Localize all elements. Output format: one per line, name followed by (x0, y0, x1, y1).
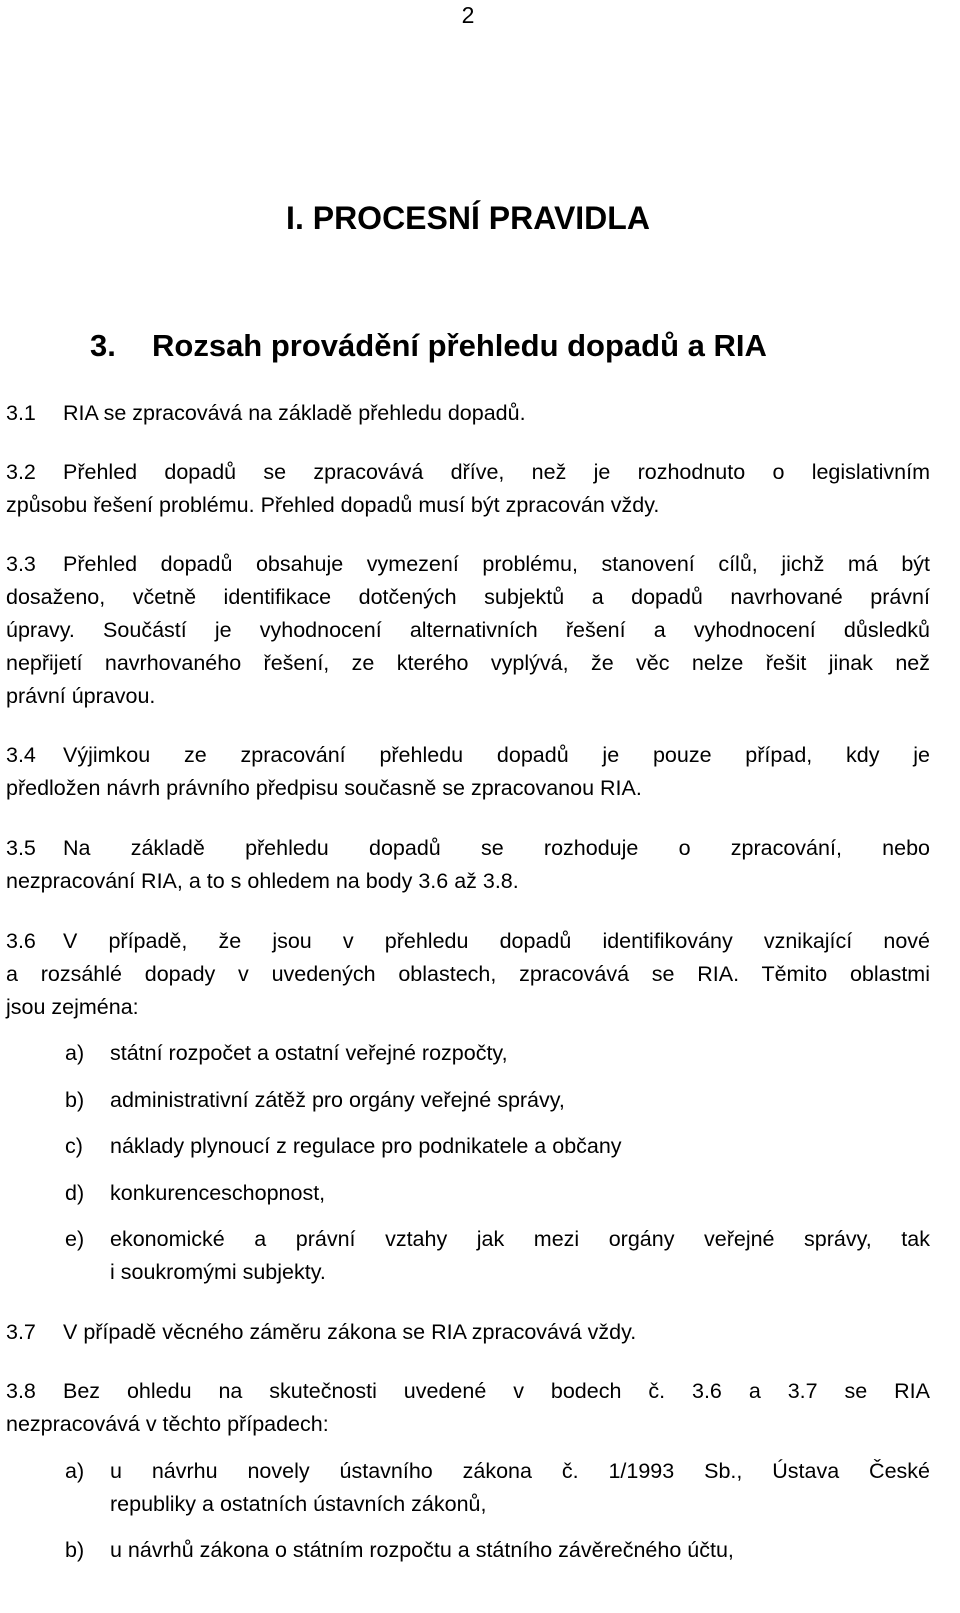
part-title: I. PROCESNÍ PRAVIDLA (286, 200, 650, 236)
paragraph-3-6-line-3: jsou zejména: (6, 995, 139, 1019)
list-item-marker: d) (65, 1181, 85, 1205)
list-item: náklady plynoucí z regulace pro podnikatele a občany (110, 1134, 622, 1158)
list-item: administrativní zátěž pro orgány veřejné správy, (110, 1088, 565, 1112)
paragraph-number: 3.2 (6, 460, 36, 484)
paragraph-3-6-line-1 (6, 925, 930, 958)
paragraph-number: 3.1 (6, 401, 36, 425)
paragraph-3-8-line-2: nezpracovává v těchto případech: (6, 1412, 329, 1436)
paragraph-3-6-line-2: a rozsáhlé dopady v uvedených oblastech, zpracovává se RIA. Těmito oblastmi (6, 962, 930, 986)
paragraph-3-5-line-1 (6, 832, 930, 865)
section-title: Rozsah provádění přehledu dopadů a RIA (152, 328, 767, 363)
paragraph-number: 3.7 (6, 1320, 36, 1344)
section-number: 3. (90, 328, 116, 363)
paragraph-number: 3.5 (6, 836, 36, 860)
paragraph-3-3-line-3: úpravy. Součástí je vyhodnocení alternativních řešení a vyhodnocení důsledků (6, 618, 930, 642)
paragraph-number: 3.8 (6, 1379, 36, 1403)
paragraph-number: 3.6 (6, 929, 36, 953)
list-item: ekonomické a právní vztahy jak mezi orgány veřejné správy, tak (110, 1227, 930, 1251)
paragraph-3-7 (6, 1316, 930, 1349)
paragraph-3-8-line-1 (6, 1375, 930, 1408)
paragraph-3-4-line-1 (6, 739, 930, 772)
list-item-continuation: i soukromými subjekty. (110, 1260, 326, 1284)
paragraph-number: 3.4 (6, 743, 36, 767)
paragraph-3-2-line-1 (6, 456, 930, 489)
paragraph-line: V případě věcného záměru zákona se RIA zpracovává vždy. (63, 1320, 637, 1344)
list-item: u návrhů zákona o státním rozpočtu a státního závěrečného účtu, (110, 1538, 734, 1562)
paragraph-3-4-line-2: předložen návrh právního předpisu současně se zpracovanou RIA. (6, 776, 642, 800)
paragraph-line: Na základě přehledu dopadů se rozhoduje o zpracování, nebo (63, 836, 930, 860)
paragraph-line: Přehled dopadů obsahuje vymezení problému, stanovení cílů, jichž má být (63, 552, 930, 576)
paragraph-line: V případě, že jsou v přehledu dopadů identifikovány vznikající nové (63, 929, 930, 953)
list-item-marker: b) (65, 1088, 85, 1112)
list-item-marker: c) (65, 1134, 83, 1158)
list-item-marker: a) (65, 1459, 85, 1483)
section-heading (90, 326, 767, 366)
list-item: u návrhu novely ústavního zákona č. 1/1993 Sb., Ústava České (110, 1459, 930, 1483)
list-item-continuation: republiky a ostatních ústavních zákonů, (110, 1492, 487, 1516)
list-item: konkurenceschopnost, (110, 1181, 326, 1205)
page-number: 2 (461, 2, 475, 28)
list-item: státní rozpočet a ostatní veřejné rozpočty, (110, 1041, 508, 1065)
paragraph-line: RIA se zpracovává na základě přehledu dopadů. (63, 401, 526, 425)
list-item-marker: a) (65, 1041, 85, 1065)
paragraph-3-3-line-2: dosaženo, včetně identifikace dotčených subjektů a dopadů navrhované právní (6, 585, 930, 609)
paragraph-line: Bez ohledu na skutečnosti uvedené v bodech č. 3.6 a 3.7 se RIA (63, 1379, 930, 1403)
paragraph-line: Přehled dopadů se zpracovává dříve, než je rozhodnuto o legislativním (63, 460, 930, 484)
paragraph-3-5-line-2: nezpracování RIA, a to s ohledem na body 3.6 až 3.8. (6, 869, 519, 893)
paragraph-3-1 (6, 397, 930, 430)
list-item-marker: b) (65, 1538, 85, 1562)
paragraph-3-3-line-4: nepřijetí navrhovaného řešení, ze kterého vyplývá, že věc nelze řešit jinak než (6, 651, 930, 675)
paragraph-3-3-line-5: právní úpravou. (6, 684, 156, 708)
paragraph-3-2-line-2: způsobu řešení problému. Přehled dopadů musí být zpracován vždy. (6, 493, 660, 517)
paragraph-line: Výjimkou ze zpracování přehledu dopadů je pouze případ, kdy je (63, 743, 930, 767)
paragraph-3-3-line-1 (6, 548, 930, 581)
paragraph-number: 3.3 (6, 552, 36, 576)
list-item-marker: e) (65, 1227, 85, 1251)
